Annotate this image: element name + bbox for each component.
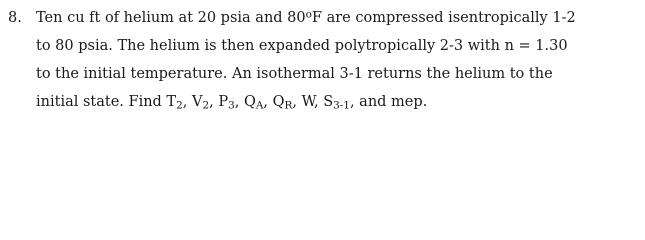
problem-text-line-1: Ten cu ft of helium at 20 psia and 80$^o$F are compressed isentropically 1-2	[36, 8, 576, 26]
problem-line-4	[8, 88, 638, 116]
problem-line-1	[8, 4, 638, 32]
problem-line-2	[8, 32, 638, 60]
problem-text-line-2: to 80 psia. The helium is then expanded polytropically 2-3 with n = 1.30	[36, 38, 568, 54]
problem-line-3	[8, 60, 638, 88]
problem-number: 8.	[8, 10, 22, 26]
problem-text-line-4: initial state. Find $T_2$, $V_2$, $P_3$, $Q_A$, $Q_R$, W, $S_{3-1}$, and mep.	[36, 94, 428, 112]
problem-text-line-3: to the initial temperature. An isothermal 3-1 returns the helium to the	[36, 66, 553, 82]
problem-statement	[8, 4, 638, 116]
